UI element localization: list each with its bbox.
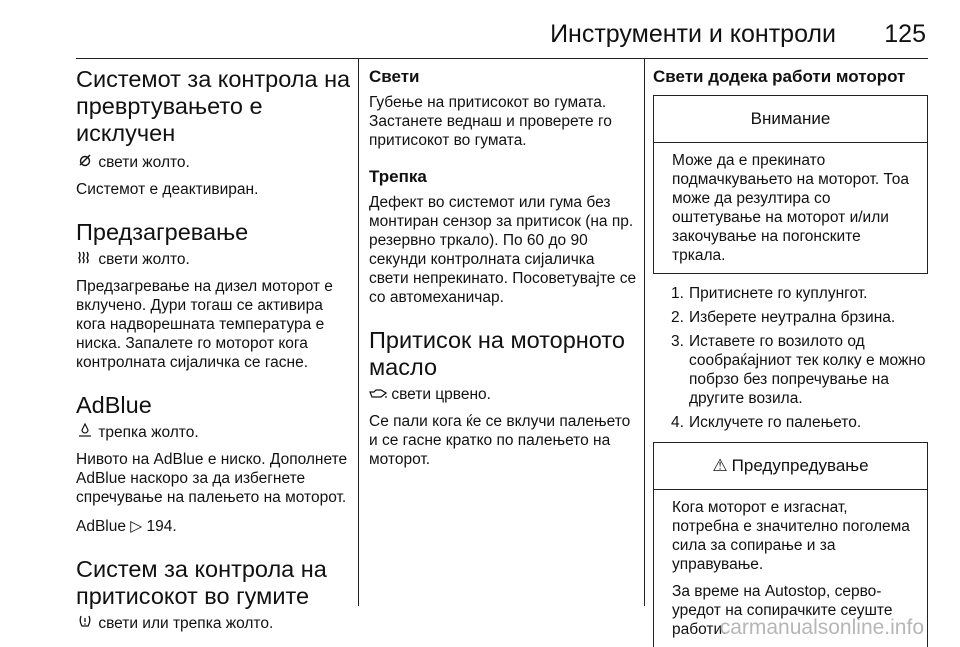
caution-text: Може да е прекинато подмачкувањето на моторот. Тоа може да резултира со оштетување на моторот и/или закочување на погонските тркала. — [672, 152, 910, 264]
glow-plug-icon — [76, 250, 94, 269]
column-middle — [369, 58, 637, 628]
caution-title: Внимание — [654, 96, 927, 143]
tpms-status: свети или трепка жолто. — [98, 615, 274, 632]
column-left — [76, 58, 354, 632]
rollover-deactivated: Системот е деактивиран. — [76, 181, 259, 198]
page-header — [76, 0, 928, 59]
adblue-status: трепка жолто. — [98, 424, 199, 441]
oil-can-icon — [369, 385, 387, 404]
rollover-icon-line — [76, 153, 354, 172]
heading-oil-pressure: Притисок на моторното масло — [369, 327, 625, 380]
rollover-status: свети жолто. — [98, 154, 190, 171]
warning-triangle-icon: ⚠ — [712, 456, 728, 475]
preheat-icon-line — [76, 250, 354, 269]
heading-rollover-off: Системот за контрола на превртувањето е исклучен — [76, 66, 351, 146]
adblue-ref-prefix: AdBlue — [76, 518, 126, 535]
steps-list — [653, 284, 928, 432]
heading-adblue: AdBlue — [76, 392, 152, 418]
adblue-icon — [76, 423, 94, 442]
adblue-reference — [76, 517, 354, 536]
warning-title: Предупредување — [731, 456, 869, 475]
oil-status: свети црвено. — [391, 386, 491, 403]
oil-description: Се пали кога ќе се вклучи палењето и се гасне кратко по палењето на моторот. — [369, 413, 631, 468]
preheat-status: свети жолто. — [98, 251, 190, 268]
list-item: 3. Иставете го возилото од сообраќајниот тек колку е можно побрзо без попречување на другите возила. — [671, 333, 926, 407]
column-divider — [644, 58, 645, 606]
caution-box — [653, 95, 928, 274]
page-number: 125 — [884, 20, 926, 48]
rollover-off-icon — [76, 153, 94, 172]
list-item: 4. Исклучете го палењето. — [671, 414, 862, 431]
adblue-description: Нивото на AdBlue е ниско. Дополнете AdBlue наскоро за да избегнете спречување на палењето на моторот. — [76, 451, 348, 506]
lights-description: Губење на притисокот во гумата. Застанете веднаш и проверете го притисокот во гумата. — [369, 94, 612, 149]
adblue-ref-page[interactable]: 194. — [146, 518, 177, 535]
column-divider — [358, 58, 359, 606]
warning-text-2: За време на Autostop, серво-уредот на сопирачките сеуште работи. — [672, 583, 893, 638]
preheat-description: Предзагревање на дизел моторот е вклучено. Дури тогаш се активира кога надворешната температура е ниска. Запалете го моторот кога контролната сијаличка се гасне. — [76, 278, 333, 371]
tpms-icon-line — [76, 614, 354, 633]
heading-preheat: Предзагревање — [76, 219, 249, 245]
heading-lights: Свети — [369, 67, 420, 86]
list-item: 1. Притиснете го куплунгот. — [671, 285, 868, 302]
blink-description: Дефект во системот или гума без монтиран сензор за притисок (на пр. резервно тркало). По 60 до 90 секунди контролната сијаличка свети непрекинато. Посоветувајте се со автомеханичар. — [369, 194, 637, 306]
warning-header — [654, 443, 927, 490]
oil-icon-line — [369, 385, 637, 404]
reference-arrow-icon: ▷ — [130, 518, 143, 535]
tyre-pressure-icon — [76, 614, 94, 633]
heading-engine-running: Свети додека работи моторот — [653, 67, 906, 86]
watermark: carmanualsonline.info — [719, 616, 924, 639]
list-item: 2. Изберете неутрална брзина. — [671, 309, 896, 326]
column-right — [653, 58, 928, 638]
header-title: Инструменти и контроли — [550, 20, 836, 48]
heading-blink: Трепка — [369, 167, 427, 186]
heading-tpms: Систем за контрола на притисокот во гумите — [76, 556, 327, 609]
warning-text-1: Кога моторот е изгаснат, потребна е значително поголема сила за сопирање и за управување. — [672, 499, 910, 573]
adblue-icon-line — [76, 423, 354, 442]
